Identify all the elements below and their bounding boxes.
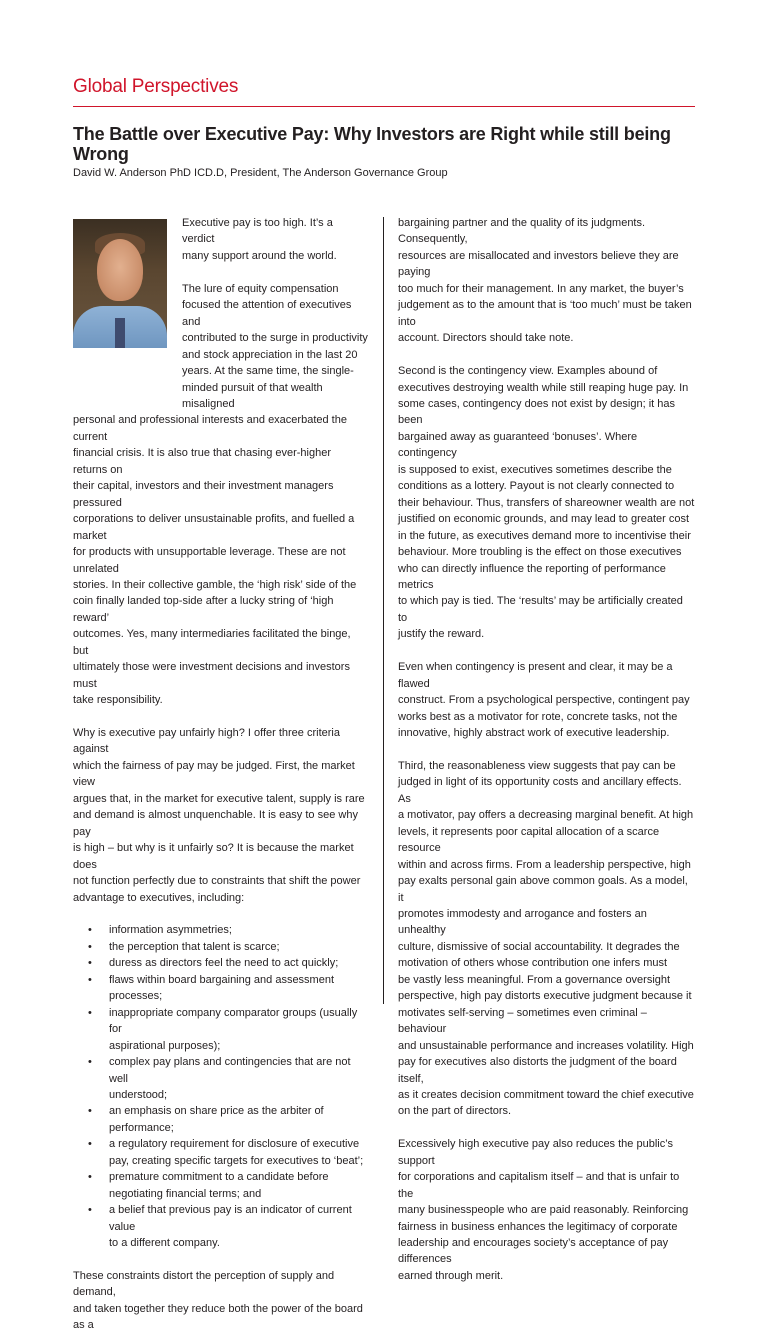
list-item (73, 1005, 368, 1054)
body-line: fairness in business enhances the legitimacy of corporate (398, 1220, 678, 1233)
body-line: construct. From a psychological perspective, contingent pay (398, 694, 690, 707)
body-line: Excessively high executive pay also reduces the public’s support (398, 1138, 673, 1167)
body-line: personal and professional interests and exacerbated the current (73, 414, 347, 443)
body-line: contributed to the surge in productivity (182, 332, 368, 345)
body-line: executives destroying wealth while still reaping huge pay. In (398, 381, 689, 394)
column-divider (383, 217, 384, 1004)
body-line: These constraints distort the perception of supply and demand, (73, 1269, 335, 1299)
body-line: justified on economic grounds, and may lead to greater cost (398, 513, 690, 526)
body-line: advantage to executives, including: (73, 891, 245, 904)
list-item-line: • complex pay plans and contingencies that are not well (109, 1056, 351, 1085)
body-line: not function perfectly due to constraints that shift the power (73, 875, 361, 888)
body-line: to which pay is tied. The ‘results’ may be artificially created to (398, 595, 683, 624)
header-rule (73, 106, 695, 107)
body-line: Even when contingency is present and clear, it may be a flawed (398, 661, 673, 690)
body-line: their behaviour. Thus, transfers of shareowner wealth are not (398, 496, 695, 509)
body-line: many businesspeople who are paid reasonably. Reinforcing (398, 1204, 689, 1217)
list-item-line: • the perception that talent is scarce; (109, 940, 280, 953)
body-line: on the part of directors. (398, 1105, 512, 1118)
right-column (398, 215, 695, 1284)
list-item (73, 922, 368, 938)
list-item-line: • a belief that previous pay is an indicator of current value (109, 1204, 352, 1233)
body-line: behaviour. More troubling is the effect on those executives (398, 546, 682, 559)
list-item (73, 1136, 368, 1169)
body-line: a motivator, pay offers a decreasing marginal benefit. At high (398, 809, 694, 822)
body-line: perspective, high pay distorts executive judgment because it (398, 990, 692, 1003)
body-line: motivation of others whose contribution one infers must (398, 957, 668, 970)
body-line: is high – but why is it unfairly so? It is because the market does (73, 842, 354, 871)
intro-line: Executive pay is too high. It’s a verdict (182, 217, 333, 246)
body-line: resources are misallocated and investors believe they are paying (398, 249, 679, 279)
list-item (73, 939, 368, 955)
body-line: leadership and encourages society’s acceptance of pay differences (398, 1237, 669, 1266)
list-item (73, 1202, 368, 1251)
list-item (73, 972, 368, 1005)
list-item-line: processes; (109, 990, 163, 1003)
article-title: The Battle over Executive Pay: Why Investors are Right while still being Wrong (73, 124, 671, 164)
body-line: be vastly less meaningful. From a governance oversight (398, 973, 671, 986)
body-line: argues that, in the market for executive talent, supply is rare (73, 792, 365, 805)
list-item-line: understood; (109, 1088, 168, 1101)
body-line: stories. In their collective gamble, the ‘high risk’ side of the (73, 578, 357, 591)
body-line: promotes immodesty and arrogance and fosters an unhealthy (398, 907, 647, 937)
list-item-line: • an emphasis on share price as the arbiter of (109, 1105, 324, 1118)
list-item-line: • information asymmetries; (109, 924, 232, 937)
list-item (73, 1103, 368, 1136)
body-line: outcomes. Yes, many intermediaries facilitated the binge, but (73, 628, 351, 657)
body-line: too much for their management. In any market, the buyer’s (398, 282, 684, 295)
body-line: ultimately those were investment decisions and investors must (73, 661, 350, 690)
list-item (73, 1169, 368, 1202)
body-line: judgement as to the amount that is ‘too much’ must be taken into (398, 299, 692, 328)
section-label: Global Perspectives (73, 76, 239, 97)
body-line: corporations to deliver unsustainable profits, and fuelled a market (73, 513, 355, 542)
body-line: financial crisis. It is also true that chasing ever-higher returns on (73, 447, 332, 476)
list-item-line: performance; (109, 1121, 174, 1134)
constraint-list (73, 922, 368, 1251)
list-item-line: • flaws within board bargaining and assessment (109, 973, 335, 986)
body-line: bargained away as guaranteed ‘bonuses’. Where contingency (398, 430, 638, 460)
body-line: minded pursuit of that wealth misaligned (182, 381, 323, 410)
body-line: pay exalts personal gain above common goals. As a model, it (398, 875, 688, 904)
body-line: earned through merit. (398, 1269, 504, 1282)
body-line: bargaining partner and the quality of its judgments. Consequently, (398, 217, 646, 246)
body-line: some cases, contingency does not exist by design; it has been (398, 397, 675, 427)
body-line: pay for executives also distorts the judgment of the board itself, (398, 1056, 677, 1085)
body-line: justify the reward. (398, 628, 485, 641)
body-line: Second is the contingency view. Examples abound of (398, 365, 658, 378)
list-item-line: • duress as directors feel the need to act quickly; (109, 957, 339, 970)
list-item-line: • premature commitment to a candidate before (109, 1171, 329, 1184)
body-line: Why is executive pay unfairly high? I offer three criteria against (73, 727, 340, 756)
body-line: innovative, highly abstract work of executive leadership. (398, 727, 670, 740)
body-line: motivates self-serving – sometimes even criminal – behaviour (398, 1006, 647, 1036)
list-item-line: • a regulatory requirement for disclosure of executive (109, 1138, 360, 1151)
author-byline: David W. Anderson PhD ICD.D, President, The Anderson Governance Group (73, 167, 448, 179)
body-line: judged in light of its opportunity costs and ancillary effects. As (398, 776, 682, 805)
list-item-line: to a different company. (109, 1237, 220, 1250)
body-line: account. Directors should take note. (398, 332, 574, 345)
list-item-line: aspirational purposes); (109, 1039, 221, 1052)
list-item (73, 955, 368, 971)
body-line: levels, it represents poor capital allocation of a scarce resource (398, 825, 660, 855)
body-line: and unsustainable performance and increases volatility. High (398, 1039, 694, 1052)
left-column (73, 215, 368, 1334)
body-line: who can directly influence the reporting of performance metrics (398, 562, 666, 591)
list-item-line: pay, creating specific targets for executives to ‘beat’; (109, 1154, 364, 1167)
body-line: is supposed to exist, executives sometimes describe the (398, 463, 672, 476)
body-line: and stock appreciation in the last 20 (182, 348, 358, 361)
body-line: Third, the reasonableness view suggests that pay can be (398, 759, 676, 772)
list-item-line: negotiating financial terms; and (109, 1187, 262, 1200)
list-item-line: • inappropriate company comparator groups (usually for (109, 1006, 358, 1036)
body-line: which the fairness of pay may be judged. First, the market view (73, 759, 355, 789)
body-line: for corporations and capitalism itself – and that is unfair to the (398, 1171, 680, 1200)
body-line: and taken together they reduce both the power of the board as a (73, 1302, 363, 1332)
body-line: take responsibility. (73, 694, 163, 707)
body-line: works best as a motivator for rote, concrete tasks, not the (398, 710, 678, 723)
list-item (73, 1054, 368, 1103)
body-line: and demand is almost unquenchable. It is easy to see why pay (73, 809, 358, 838)
body-line: conditions as a lottery. Payout is not clearly connected to (398, 480, 675, 493)
body-line: for products with unsupportable leverage. These are not unrelated (73, 546, 346, 575)
body-line: as it creates decision commitment toward the chief executive (398, 1088, 694, 1101)
body-line: culture, dismissive of social accountability. It degrades the (398, 940, 680, 953)
body-line: in the future, as executives demand more to incentivise their (398, 529, 691, 542)
body-line: focused the attention of executives and (182, 299, 352, 328)
intro-line: many support around the world. (182, 249, 337, 262)
body-line: their capital, investors and their investment managers pressured (73, 480, 334, 509)
body-line: years. At the same time, the single- (182, 365, 354, 378)
body-line: coin finally landed top-side after a lucky string of ‘high reward’ (73, 595, 334, 624)
body-line: within and across firms. From a leadership perspective, high (398, 858, 691, 871)
body-line: The lure of equity compensation (182, 282, 339, 295)
